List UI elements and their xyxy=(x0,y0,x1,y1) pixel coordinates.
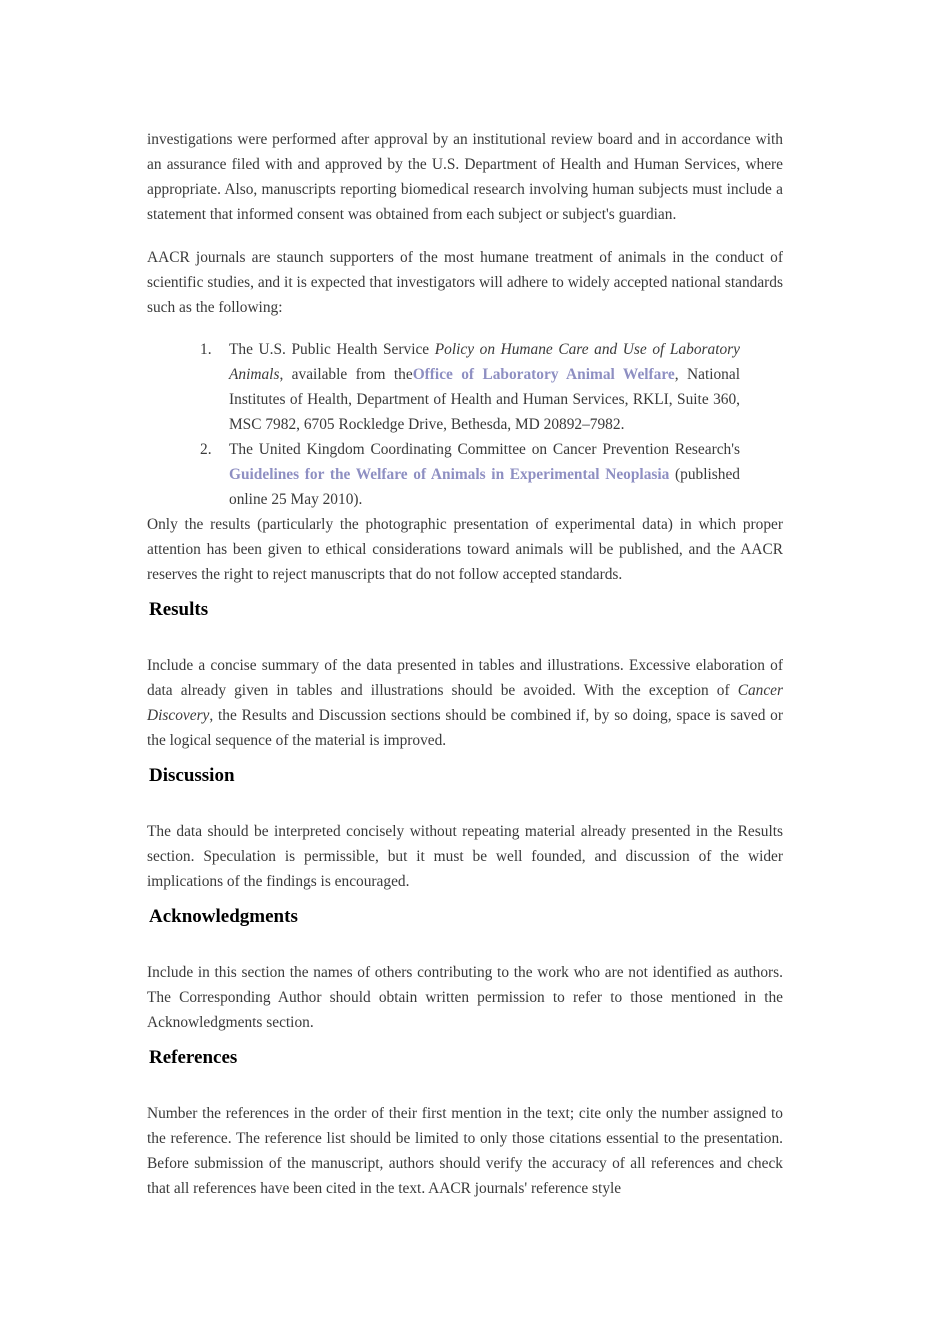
standards-list xyxy=(147,337,783,512)
results-text: Include a concise summary of the data presented in tables and illustrations. Excessive elaboration of data already given in tables and illustrations should be avoided. With the exception of xyxy=(147,657,783,699)
acknowledgments-heading: Acknowledgments xyxy=(149,906,298,927)
list-text: , available from the xyxy=(279,366,413,383)
list-number: 2. xyxy=(200,441,212,458)
list-text: , National Institutes of Health, Department of Health and Human Services, RKLI, Suite 360, MSC 7982, 6705 Rockledge Drive, Bethesda, MD 20892–7982. xyxy=(229,366,740,433)
discussion-paragraph: The data should be interpreted concisely without repeating material already presented in the Results section. Speculation is permissible, but it must be well founded, and discussion of the wider implications of the findings is encouraged. xyxy=(147,823,783,890)
list-text: The United Kingdom Coordinating Committee on Cancer Prevention Research's xyxy=(229,441,740,458)
acknowledgments-paragraph: Include in this section the names of others contributing to the work who are not identified as authors. The Corresponding Author should obtain written permission to refer to those mentioned in the Acknowledgments section. xyxy=(147,964,783,1031)
list-number: 1. xyxy=(200,341,212,358)
list-text: The U.S. Public Health Service xyxy=(229,341,435,358)
list-text: (published online 25 May 2010). xyxy=(229,466,740,508)
results-paragraph xyxy=(147,653,783,753)
results-heading: Results xyxy=(149,599,209,620)
references-paragraph: Number the references in the order of their first mention in the text; cite only the number assigned to the reference. The reference list should be limited to only those citations essential to the presentation. Before submission of the manuscript, authors should verify the accuracy of all references and check that all references have been cited in the text. AACR journals' reference style xyxy=(147,1105,783,1197)
list-item xyxy=(147,437,783,512)
paragraph-informed-consent: investigations were performed after approval by an institutional review board and in accordance with an assurance filed with and approved by the U.S. Department of Health and Human Services, where appropriate. Also, manuscripts reporting biomedical research involving human subjects must include a statement that informed consent was obtained from each subject or subject's guardian. xyxy=(147,131,783,223)
olaw-link[interactable]: Office of Laboratory Animal Welfare xyxy=(412,366,675,383)
list-item xyxy=(147,337,783,437)
paragraph-animal-standards: AACR journals are staunch supporters of the most humane treatment of animals in the conduct of scientific studies, and it is expected that investigators will adhere to widely accepted national standards such as the following: xyxy=(147,249,783,316)
document-page xyxy=(147,127,783,1201)
results-text: , the Results and Discussion sections should be combined if, by so doing, space is saved or the logical sequence of the material is improved. xyxy=(147,707,783,749)
discussion-heading: Discussion xyxy=(149,765,235,786)
policy-title: Policy on Humane Care and Use of Laboratory Animals xyxy=(229,341,740,383)
guidelines-link[interactable]: Guidelines for the Welfare of Animals in Experimental Neoplasia xyxy=(229,466,670,483)
paragraph-ethics: Only the results (particularly the photographic presentation of experimental data) in which proper attention has been given to ethical considerations toward animals will be published, and the AACR reserves the right to reject manuscripts that do not follow accepted standards. xyxy=(147,516,783,583)
journal-title: Cancer Discovery xyxy=(147,682,783,724)
references-heading: References xyxy=(149,1047,238,1068)
